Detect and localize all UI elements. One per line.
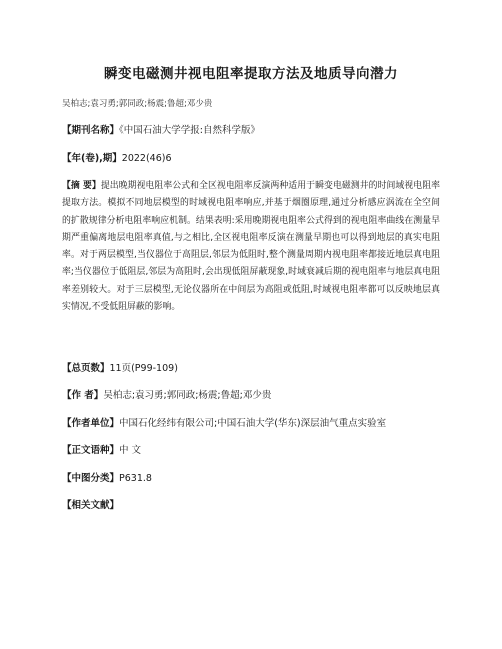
classification-label: 【中图分类】 xyxy=(62,473,120,484)
related-field xyxy=(62,499,444,512)
pages-label: 【总页数】 xyxy=(62,363,110,374)
language-value: 中 文 xyxy=(119,445,142,456)
journal-field xyxy=(62,124,444,137)
language-label: 【正文语种】 xyxy=(62,445,120,456)
related-label: 【相关文献】 xyxy=(62,500,120,511)
year-label: 【年(卷),期】 xyxy=(62,153,122,164)
affiliation-field xyxy=(62,417,444,430)
affiliation-label: 【作者单位】 xyxy=(62,418,120,429)
authors-value: 吴柏志;袁习勇;郭同政;杨震;鲁超;邓少贵 xyxy=(103,390,272,401)
authors-label: 【作 者】 xyxy=(62,390,104,401)
affiliation-value: 中国石化经纬有限公司;中国石油大学(华东)深层油气重点实验室 xyxy=(119,418,387,429)
language-field xyxy=(62,444,444,457)
year-value: 2022(46)6 xyxy=(121,153,172,164)
authors-field xyxy=(62,389,444,402)
journal-value: 《中国石油大学学报:自然科学版》 xyxy=(119,125,260,136)
abstract-field xyxy=(62,178,440,316)
abstract-label: 【摘 要】 xyxy=(62,181,101,191)
classification-value: P631.8 xyxy=(119,473,152,484)
pages-field xyxy=(62,362,444,375)
year-field xyxy=(62,152,444,165)
author-list: 吴柏志;袁习勇;郭同政;杨震;鲁超;邓少贵 xyxy=(62,99,213,109)
classification-field xyxy=(62,472,444,485)
paper-title: 瞬变电磁测井视电阻率提取方法及地质导向潜力 xyxy=(104,66,398,82)
journal-label: 【期刊名称】 xyxy=(62,125,120,136)
pages-value: 11页(P99-109) xyxy=(109,363,178,374)
abstract-text: 提出晚期视电阻率公式和全区视电阻率反演两种适用于瞬变电磁测井的时间域视电阻率提取方法。模拟不同地层模型的时域视电阻率响应,并基于烟圈原理,通过分析感应涡流在全空间的扩散规律分析电阻率响应机制。结果表明:采用晚期视电阻率公式得到的视电阻率曲线在测量早期严重偏离地层电阻率真值,与之相比,全区视电阻率反演在测量早期也可以得到地层的真实电阻率。对于两层模型,当仪器位于高阻层,邻层为低阻时,整个测量周期内视电阻率都接近地层真电阻率;当仪器位于低阻层,邻层为高阻时,会出现低阻屏蔽现象,时域衰减后期的视电阻率与地层真电阻率差别较大。对于三层模型,无论仪器所在中间层为高阻或低阻,时域视电阻率都可以反映地层真实情况,不受低阻屏蔽的影响。 xyxy=(62,181,441,313)
